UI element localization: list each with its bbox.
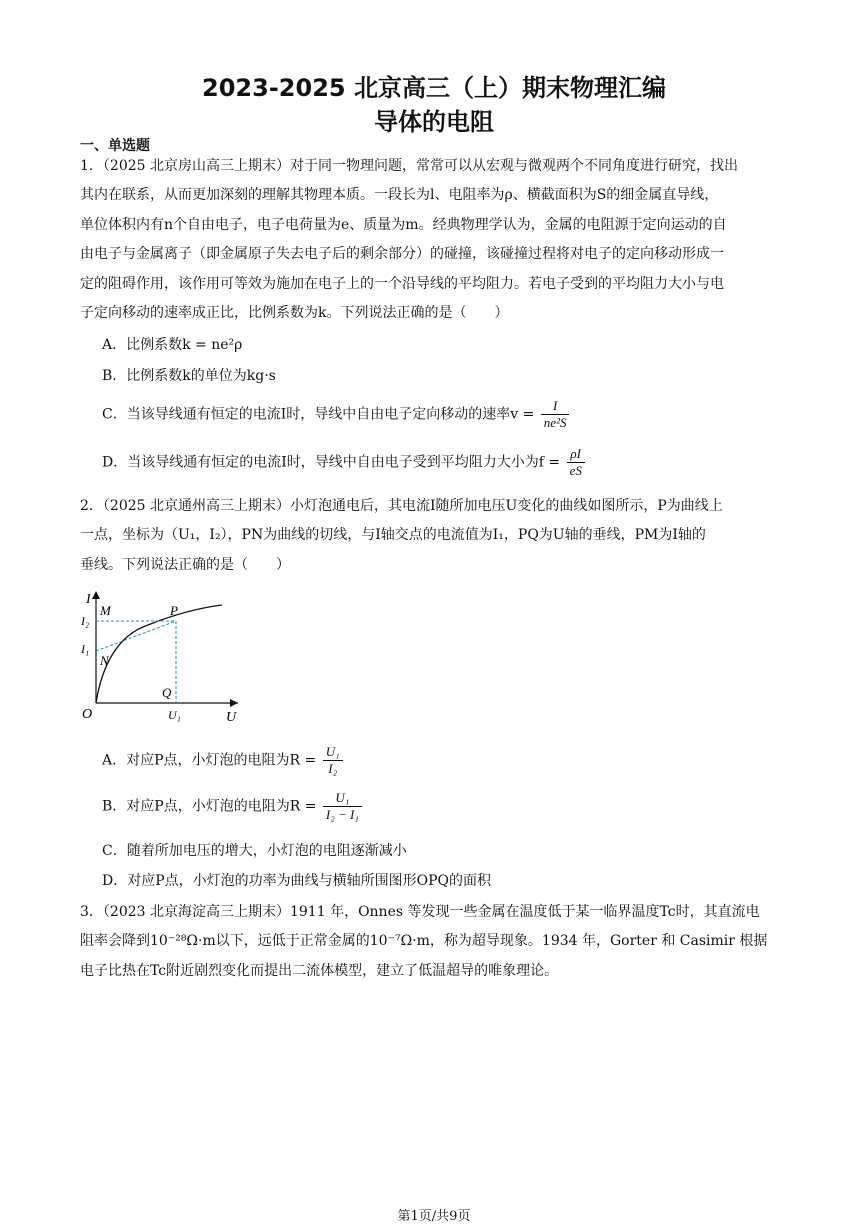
q1-line: 定的阻碍作用，该作用可等效为施加在电子上的一个沿导线的平均阻力。若电子受到的平均阻力大小与电 [80, 275, 724, 292]
fraction-numerator: U₁ [323, 790, 362, 807]
tick-u1-label: U₁ [168, 708, 181, 722]
document-title: 2023-2025 北京高三（上）期末物理汇编 [202, 74, 666, 102]
q1-option-d-text: D．当该导线通有恒定的电流I时，导线中自由电子受到平均阻力大小为f = [102, 454, 561, 471]
origin-label: O [82, 707, 93, 722]
axis-u-label: U [226, 710, 237, 725]
tick-i2-label: I₂ [81, 614, 90, 628]
q2-line: 2．（2025 北京通州高三上期末）小灯泡通电后，其电流I随所加电压U变化的曲线如图所示，P为曲线上 [80, 498, 723, 514]
q1-option-a: A．比例系数k = ne²ρ [102, 337, 243, 353]
q1-line: 由电子与金属离子（即金属原子失去电子后的剩余部分）的碰撞，该碰撞过程将对电子的定向移动形成一 [80, 246, 724, 263]
q2-line: 垂线。下列说法正确的是（ ） [80, 556, 290, 573]
q1-option-b: B．比例系数k的单位为kg·s [102, 368, 276, 384]
q2-option-a-fraction [323, 744, 343, 777]
q1-option-c-fraction [541, 398, 570, 431]
q2-option-b-fraction [323, 790, 362, 823]
pn-tangent-line [96, 621, 176, 651]
q2-line: 一点，坐标为（U₁，I₂），PN为曲线的切线，与I轴交点的电流值为I₁，PQ为U轴的垂线，PM为I轴的 [80, 527, 706, 544]
q1-option-c-text: C．当该导线通有恒定的电流I时，导线中自由电子定向移动的速率v = [102, 406, 535, 423]
axis-i-label: I [86, 592, 91, 607]
i-axis-arrow [92, 591, 100, 599]
iu-curve [96, 605, 222, 703]
q1-line: 子定向移动的速率成正比，比例系数为k。下列说法正确的是（ ） [80, 305, 509, 322]
point-n-label: N [100, 653, 109, 668]
q2-option-c: C．随着所加电压的增大，小灯泡的电阻逐渐减小 [102, 843, 407, 859]
fraction-denominator: I₂ − I₁ [325, 807, 359, 822]
q3-line: 阻率会降到10⁻²⁸Ω·m以下，远低于正常金属的10⁻⁷Ω·m，称为超导现象。1934 年，Gorter 和 Casimir 根据 [80, 933, 768, 950]
q1-option-d-fraction [567, 446, 585, 479]
q1-option-c [102, 398, 571, 431]
q3-line: 电子比热在Tc附近剧烈变化而提出二流体模型，建立了低温超导的唯象理论。 [80, 962, 559, 979]
q2-option-b-text: B．对应P点，小灯泡的电阻为R = [102, 798, 317, 815]
fraction-numerator: I [541, 398, 570, 415]
q2-option-b [102, 790, 364, 823]
fraction-numerator: U₁ [323, 744, 343, 761]
q1-line: 单位体积内有n个自由电子，电子电荷量为e、质量为m。经典物理学认为，金属的电阻源于定向运动的自 [80, 216, 727, 233]
point-m-label: M [100, 603, 111, 618]
q1-line: 1．（2025 北京房山高三上期末）对于同一物理问题，常常可以从宏观与微观两个不同角度进行研究，找出 [80, 158, 738, 174]
q2-option-a [102, 744, 345, 777]
fraction-denominator: ne²S [543, 415, 567, 430]
q2-option-a-text: A．对应P点，小灯泡的电阻为R = [102, 752, 317, 769]
u-axis-arrow [230, 699, 238, 707]
fraction-numerator: ρI [567, 446, 585, 463]
q1-option-d [102, 446, 587, 479]
q3-line: 3．（2023 北京海淀高三上期末）1911 年，Onnes 等发现一些金属在温度低于某一临界温度Tc时，其直流电 [80, 904, 760, 920]
fraction-denominator: I₂ [328, 761, 338, 776]
document-subtitle: 导体的电阻 [374, 108, 494, 136]
point-p-label: P [170, 603, 178, 618]
section-heading: 一、单选题 [80, 138, 150, 154]
tick-i1-label: I₁ [81, 642, 90, 656]
iu-curve-graph [78, 585, 248, 725]
question-1-stem [80, 152, 790, 328]
page-number: 第1页/共9页 [397, 1209, 471, 1224]
q2-option-d: D．对应P点，小灯泡的功率为曲线与横轴所围图形OPQ的面积 [102, 873, 492, 889]
question-3-stem [80, 898, 790, 986]
q1-line: 其内在联系，从而更加深刻的理解其物理本质。一段长为l、电阻率为ρ、横截面积为S的细金属直导线， [80, 187, 719, 204]
fraction-denominator: eS [569, 463, 582, 478]
point-q-label: Q [162, 685, 172, 700]
question-2-stem [80, 492, 790, 580]
